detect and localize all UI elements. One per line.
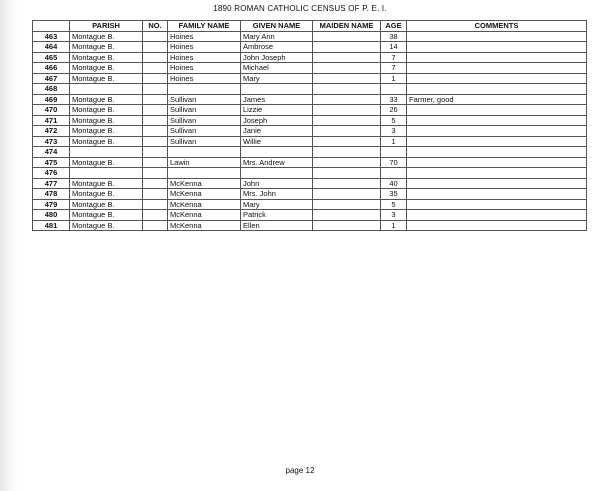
header-row-number [33, 21, 70, 32]
cell-family-name: McKenna [168, 199, 241, 210]
cell-maiden-name [313, 84, 381, 95]
cell-maiden-name [313, 220, 381, 231]
cell-comments [407, 84, 587, 95]
cell-age: 33 [381, 94, 407, 105]
cell-family-name: Hoines [168, 42, 241, 53]
table-row [33, 199, 587, 210]
header-no: NO. [143, 21, 168, 32]
cell-age [381, 168, 407, 179]
cell-given-name: Willie [241, 136, 313, 147]
page-number: page 12 [285, 466, 315, 475]
cell-comments [407, 199, 587, 210]
cell-parish: Montague B. [70, 136, 143, 147]
cell-comments [407, 126, 587, 137]
cell-parish: Montague B. [70, 31, 143, 42]
cell-given-name: Mary [241, 199, 313, 210]
cell-comments [407, 63, 587, 74]
cell-age: 35 [381, 189, 407, 200]
cell-no [143, 178, 168, 189]
cell-maiden-name [313, 189, 381, 200]
cell-maiden-name [313, 157, 381, 168]
cell-parish: Montague B. [70, 157, 143, 168]
cell-given-name: John Joseph [241, 52, 313, 63]
cell-parish: Montague B. [70, 73, 143, 84]
table-row [33, 63, 587, 74]
cell-parish [70, 84, 143, 95]
cell-family-name: Sullivan [168, 105, 241, 116]
cell-no [143, 199, 168, 210]
cell-record-number: 475 [33, 157, 70, 168]
cell-family-name: Hoines [168, 31, 241, 42]
cell-no [143, 84, 168, 95]
cell-age: 5 [381, 199, 407, 210]
cell-record-number: 466 [33, 63, 70, 74]
table-row [33, 210, 587, 221]
cell-family-name: McKenna [168, 189, 241, 200]
header-comments: COMMENTS [407, 21, 587, 32]
cell-age: 14 [381, 42, 407, 53]
cell-age: 40 [381, 178, 407, 189]
table-row [33, 136, 587, 147]
cell-family-name: Hoines [168, 73, 241, 84]
cell-given-name: John [241, 178, 313, 189]
cell-maiden-name [313, 63, 381, 74]
cell-comments [407, 189, 587, 200]
cell-parish: Montague B. [70, 94, 143, 105]
cell-age: 1 [381, 220, 407, 231]
cell-family-name [168, 168, 241, 179]
table-row [33, 42, 587, 53]
cell-record-number: 465 [33, 52, 70, 63]
cell-parish [70, 168, 143, 179]
cell-comments [407, 115, 587, 126]
cell-given-name [241, 84, 313, 95]
cell-maiden-name [313, 147, 381, 158]
cell-parish: Montague B. [70, 42, 143, 53]
cell-record-number: 473 [33, 136, 70, 147]
cell-family-name: McKenna [168, 178, 241, 189]
cell-family-name [168, 147, 241, 158]
cell-no [143, 94, 168, 105]
cell-family-name: Lawin [168, 157, 241, 168]
cell-given-name: Ellen [241, 220, 313, 231]
cell-age: 38 [381, 31, 407, 42]
cell-comments: Farmer, good [407, 94, 587, 105]
cell-no [143, 210, 168, 221]
cell-parish: Montague B. [70, 199, 143, 210]
cell-record-number: 474 [33, 147, 70, 158]
cell-maiden-name [313, 52, 381, 63]
cell-age: 7 [381, 63, 407, 74]
table-row [33, 84, 587, 95]
document-title: 1890 ROMAN CATHOLIC CENSUS OF P. E. I. [213, 4, 387, 13]
cell-given-name: Mary Ann [241, 31, 313, 42]
table-row [33, 168, 587, 179]
cell-no [143, 168, 168, 179]
cell-no [143, 31, 168, 42]
cell-no [143, 147, 168, 158]
header-row [33, 21, 587, 32]
cell-family-name: McKenna [168, 220, 241, 231]
cell-parish: Montague B. [70, 126, 143, 137]
table-row [33, 73, 587, 84]
cell-comments [407, 31, 587, 42]
cell-parish: Montague B. [70, 210, 143, 221]
cell-family-name: Hoines [168, 52, 241, 63]
cell-no [143, 115, 168, 126]
table-row [33, 105, 587, 116]
table-row [33, 31, 587, 42]
cell-comments [407, 42, 587, 53]
cell-maiden-name [313, 126, 381, 137]
header-family-name: FAMILY NAME [168, 21, 241, 32]
cell-given-name: Mrs. Andrew [241, 157, 313, 168]
cell-no [143, 63, 168, 74]
cell-maiden-name [313, 31, 381, 42]
cell-given-name: Patrick [241, 210, 313, 221]
cell-maiden-name [313, 42, 381, 53]
cell-maiden-name [313, 199, 381, 210]
cell-no [143, 73, 168, 84]
cell-family-name: Sullivan [168, 136, 241, 147]
cell-given-name: Mrs. John [241, 189, 313, 200]
cell-family-name: Sullivan [168, 126, 241, 137]
cell-given-name: Joseph [241, 115, 313, 126]
cell-maiden-name [313, 115, 381, 126]
header-given-name: GIVEN NAME [241, 21, 313, 32]
cell-family-name: Sullivan [168, 94, 241, 105]
cell-age: 3 [381, 126, 407, 137]
table-row [33, 157, 587, 168]
table-row [33, 115, 587, 126]
table-row [33, 94, 587, 105]
cell-comments [407, 220, 587, 231]
cell-record-number: 481 [33, 220, 70, 231]
cell-parish [70, 147, 143, 158]
header-maiden-name: MAIDEN NAME [313, 21, 381, 32]
cell-comments [407, 73, 587, 84]
cell-comments [407, 136, 587, 147]
cell-given-name: Janie [241, 126, 313, 137]
cell-maiden-name [313, 73, 381, 84]
cell-comments [407, 168, 587, 179]
table-row [33, 126, 587, 137]
table-row [33, 147, 587, 158]
cell-parish: Montague B. [70, 178, 143, 189]
cell-no [143, 52, 168, 63]
cell-given-name: Ambrose [241, 42, 313, 53]
cell-age [381, 84, 407, 95]
cell-no [143, 189, 168, 200]
cell-comments [407, 147, 587, 158]
table-row [33, 220, 587, 231]
table-row [33, 52, 587, 63]
cell-no [143, 136, 168, 147]
table-body [33, 31, 587, 231]
cell-record-number: 471 [33, 115, 70, 126]
cell-record-number: 478 [33, 189, 70, 200]
table-header [33, 21, 587, 32]
cell-age: 5 [381, 115, 407, 126]
cell-record-number: 468 [33, 84, 70, 95]
cell-maiden-name [313, 178, 381, 189]
cell-age: 1 [381, 73, 407, 84]
cell-maiden-name [313, 94, 381, 105]
cell-maiden-name [313, 210, 381, 221]
table-row [33, 178, 587, 189]
cell-record-number: 467 [33, 73, 70, 84]
cell-age: 3 [381, 210, 407, 221]
cell-maiden-name [313, 168, 381, 179]
cell-record-number: 464 [33, 42, 70, 53]
cell-given-name: Lizzie [241, 105, 313, 116]
cell-age: 1 [381, 136, 407, 147]
cell-record-number: 463 [33, 31, 70, 42]
cell-given-name: Michael [241, 63, 313, 74]
cell-comments [407, 105, 587, 116]
scan-edge-shadow [0, 0, 18, 491]
cell-record-number: 469 [33, 94, 70, 105]
cell-comments [407, 52, 587, 63]
cell-maiden-name [313, 136, 381, 147]
cell-parish: Montague B. [70, 189, 143, 200]
cell-family-name: Hoines [168, 63, 241, 74]
cell-record-number: 476 [33, 168, 70, 179]
cell-parish: Montague B. [70, 63, 143, 74]
cell-comments [407, 210, 587, 221]
cell-no [143, 105, 168, 116]
cell-age [381, 147, 407, 158]
cell-given-name: Mary [241, 73, 313, 84]
cell-parish: Montague B. [70, 115, 143, 126]
cell-no [143, 157, 168, 168]
cell-record-number: 472 [33, 126, 70, 137]
header-parish: PARISH [70, 21, 143, 32]
cell-family-name: Sullivan [168, 115, 241, 126]
census-table [32, 20, 587, 231]
cell-given-name [241, 168, 313, 179]
cell-parish: Montague B. [70, 220, 143, 231]
cell-family-name [168, 84, 241, 95]
cell-parish: Montague B. [70, 52, 143, 63]
cell-record-number: 479 [33, 199, 70, 210]
cell-maiden-name [313, 105, 381, 116]
cell-age: 7 [381, 52, 407, 63]
cell-comments [407, 178, 587, 189]
table-row [33, 189, 587, 200]
cell-comments [407, 157, 587, 168]
cell-age: 70 [381, 157, 407, 168]
cell-record-number: 480 [33, 210, 70, 221]
cell-no [143, 42, 168, 53]
cell-family-name: McKenna [168, 210, 241, 221]
cell-given-name: James [241, 94, 313, 105]
header-age: AGE [381, 21, 407, 32]
cell-record-number: 477 [33, 178, 70, 189]
cell-parish: Montague B. [70, 105, 143, 116]
cell-given-name [241, 147, 313, 158]
cell-no [143, 126, 168, 137]
cell-record-number: 470 [33, 105, 70, 116]
cell-no [143, 220, 168, 231]
cell-age: 26 [381, 105, 407, 116]
